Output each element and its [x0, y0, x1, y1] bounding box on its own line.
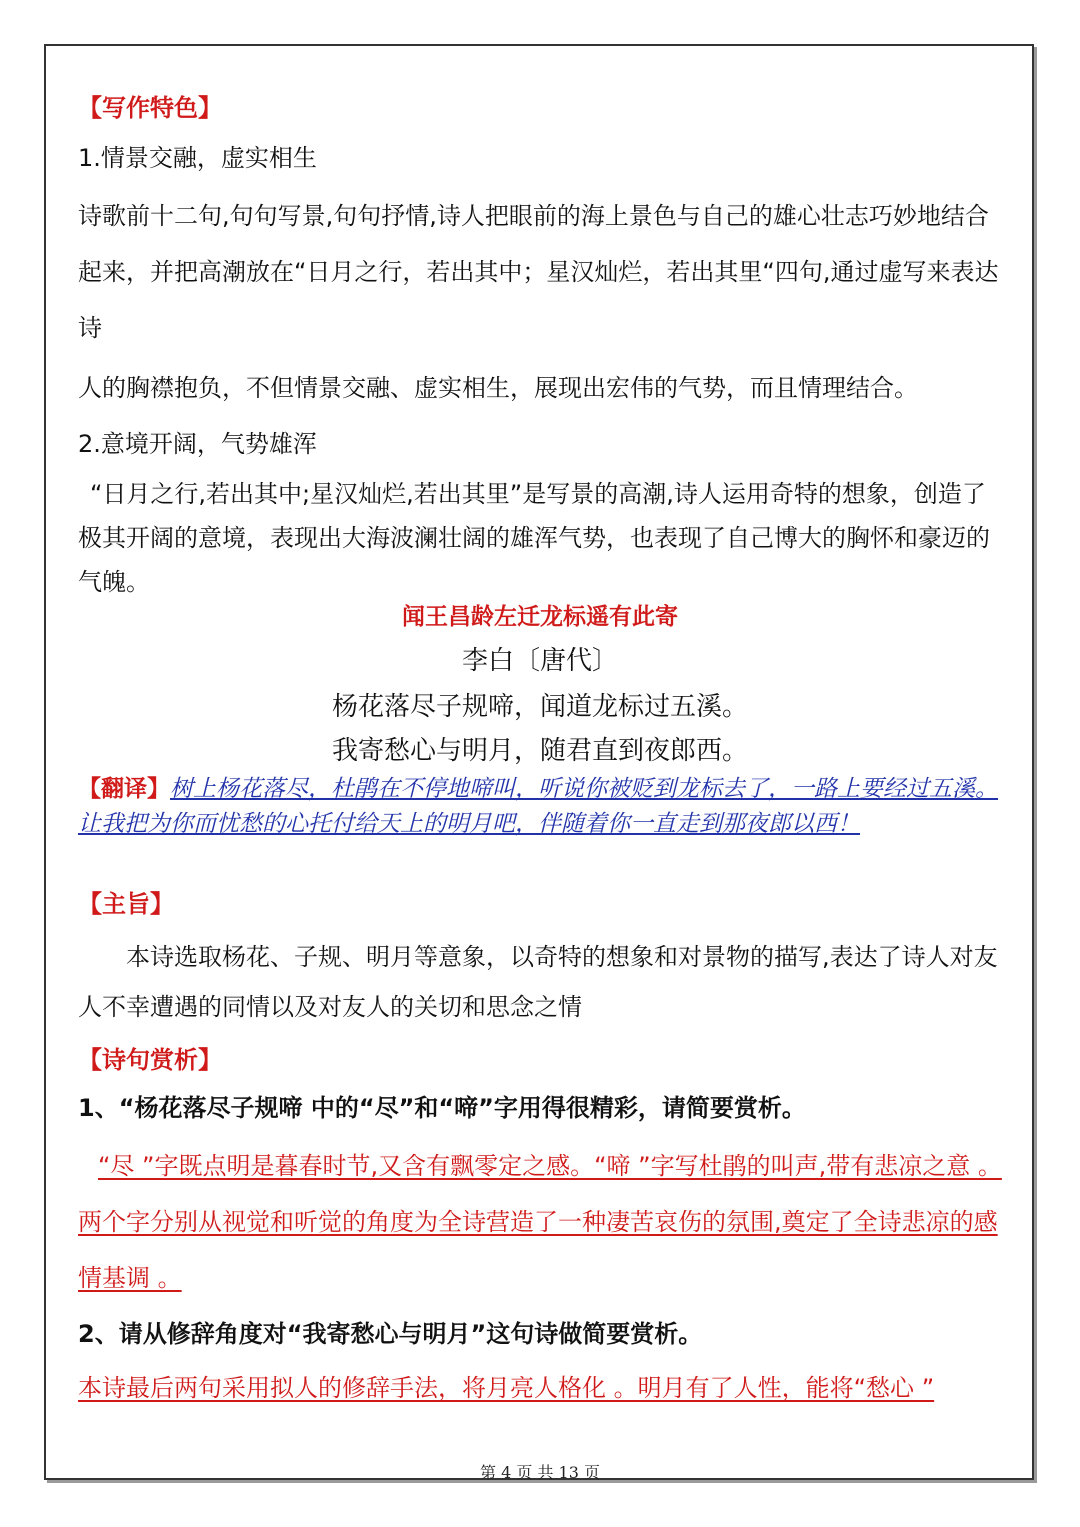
- translation-text: 树上杨花落尽，杜鹃在不停地啼叫，听说你被贬到龙标去了，一路上要经过五溪。让我把为你而忧愁的心托付给天上的明月吧，伴随着你一直走到那夜郎以西！: [78, 776, 998, 837]
- answer-2-text: 本诗最后两句采用拟人的修辞手法，将月亮人格化 。明月有了人性，能将“愁心 ”: [78, 1374, 935, 1402]
- point1-body: 诗歌前十二句,句句写景,句句抒情,诗人把眼前的海上景色与自己的雄心壮志巧妙地结合起来，并把高潮放在“日月之行，若出其中；星汉灿烂，若出其里“四句,通过虚写来表达诗: [78, 202, 999, 342]
- page-footer: 第 4 页 共 13 页: [480, 1463, 600, 1482]
- answer-1: [78, 1138, 1008, 1306]
- poem-line-2: 我寄愁心与明月，随君直到夜郎西。: [331, 736, 748, 766]
- poem-title: 闻王昌龄左迁龙标遥有此寄: [402, 604, 678, 630]
- appreciation-heading: 【诗句赏析】: [78, 1046, 222, 1074]
- question-2: 2、请从修辞角度对“我寄愁心与明月”这句诗做简要赏析。: [78, 1320, 703, 1348]
- translation-label: 【翻译】: [78, 776, 170, 802]
- theme-text: 本诗选取杨花、子规、明月等意象，以奇特的想象和对景物的描写,表达了诗人对友人不幸遭遇的同情以及对友人的关切和思念之情: [78, 943, 998, 1021]
- answer-1-text: “尽 ”字既点明是暮春时节,又含有飘零定之感。“啼 ”字写杜鹃的叫声,带有悲凉之意 。两个字分别从视觉和听觉的角度为全诗营造了一种凄苦哀伤的氛围,奠定了全诗悲凉的感情基调 。: [78, 1152, 1002, 1292]
- point1-title: 1.情景交融，虚实相生: [78, 144, 317, 172]
- point2-body: “日月之行,若出其中;星汉灿烂,若出其里”是写景的高潮,诗人运用奇特的想象，创造了极其开阔的意境，表现出大海波澜壮阔的雄浑气势，也表现了自己博大的胸怀和豪迈的气魄。: [78, 480, 990, 596]
- question-1: 1、“杨花落尽子规啼 中的“尽”和“啼”字用得很精彩，请简要赏析。: [78, 1094, 806, 1122]
- point2-title: 2.意境开阔，气势雄浑: [78, 430, 317, 458]
- theme-heading: 【主旨】: [78, 890, 174, 918]
- poem-author: 李白〔唐代〕: [461, 646, 618, 676]
- poem-line-1: 杨花落尽子规啼，闻道龙标过五溪。: [331, 692, 748, 722]
- writing-features-heading: 【写作特色】: [78, 94, 222, 122]
- translation: [78, 772, 1008, 842]
- point1-body-cont: 人的胸襟抱负，不但情景交融、虚实相生，展现出宏伟的气势，而且情理结合。: [78, 374, 918, 402]
- answer-2: [78, 1360, 1008, 1416]
